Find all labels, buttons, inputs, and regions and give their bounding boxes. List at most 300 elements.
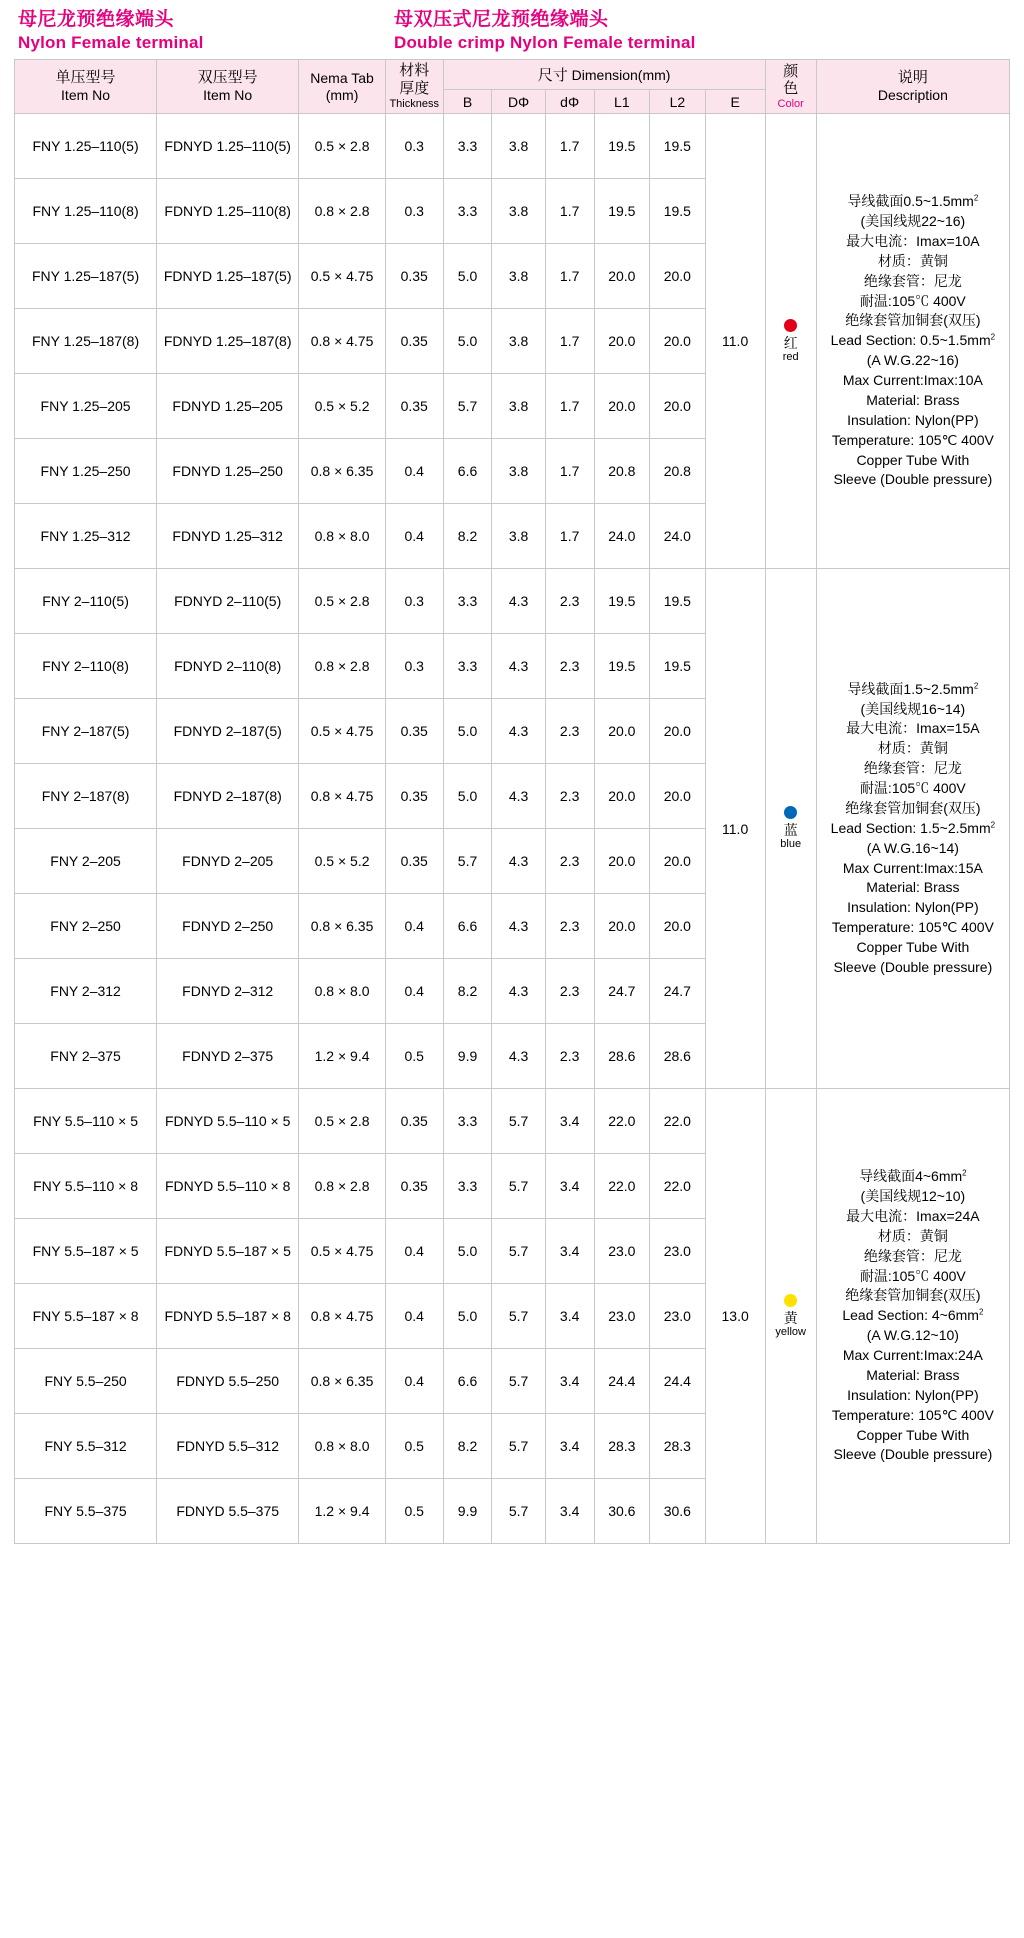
cell-dim-b: 9.9 <box>443 1479 492 1544</box>
description-line: Material: Brass <box>866 879 960 896</box>
cell-dim-dphi: 3.8 <box>492 504 545 569</box>
title-right-cn: 母双压式尼龙预绝缘端头 <box>394 9 609 30</box>
description-line: Sleeve (Double pressure) <box>833 958 993 975</box>
description-line: Sleeve (Double pressure) <box>833 1446 993 1463</box>
header-row-1 <box>15 60 1010 90</box>
description-line: Temperature: 105℃ 400V <box>831 1406 994 1423</box>
col-header-description-en: Description <box>877 87 948 104</box>
cell-dim-b: 3.3 <box>443 1089 492 1154</box>
cell-dim-l1: 28.3 <box>594 1414 650 1479</box>
col-header-dimension <box>443 60 765 90</box>
cell-nema-tab: 1.2 × 9.4 <box>299 1024 386 1089</box>
cell-item-no-double: FDNYD 1.25–187(5) <box>157 244 299 309</box>
description-line: 材质：黄铜 <box>877 740 948 757</box>
page-titles <box>14 8 1010 53</box>
cell-item-no: FNY 1.25–187(5) <box>15 244 157 309</box>
cell-thickness: 0.4 <box>385 1284 443 1349</box>
col-header-description <box>816 60 1009 114</box>
cell-nema-tab: 0.5 × 2.8 <box>299 1089 386 1154</box>
cell-dim-dphi-small: 2.3 <box>545 764 594 829</box>
color-label-cn: 黄 <box>783 1309 798 1326</box>
cell-dim-e: 11.0 <box>705 114 765 569</box>
description-line: Sleeve (Double pressure) <box>833 471 993 488</box>
description-line: 绝缘套管：尼龙 <box>863 272 962 289</box>
cell-dim-l2: 28.3 <box>650 1414 706 1479</box>
cell-item-no: FNY 2–312 <box>15 959 157 1024</box>
cell-dim-l2: 28.6 <box>650 1024 706 1089</box>
cell-item-no: FNY 2–187(5) <box>15 699 157 764</box>
cell-dim-l1: 20.0 <box>594 699 650 764</box>
cell-dim-dphi-small: 1.7 <box>545 374 594 439</box>
cell-dim-b: 5.0 <box>443 1219 492 1284</box>
cell-thickness: 0.35 <box>385 829 443 894</box>
cell-nema-tab: 0.5 × 2.8 <box>299 114 386 179</box>
description-line: Lead Section: $1.5\sim 2.5mm^2$ <box>830 819 996 836</box>
description-line: (A W.G.22~16) <box>866 352 959 369</box>
cell-dim-b: 3.3 <box>443 1154 492 1219</box>
cell-nema-tab: 0.8 × 4.75 <box>299 309 386 374</box>
description-line: Max Current:Imax:15A <box>842 859 983 876</box>
cell-dim-dphi: 3.8 <box>492 439 545 504</box>
cell-item-no-double: FDNYD 1.25–312 <box>157 504 299 569</box>
cell-thickness: 0.35 <box>385 1154 443 1219</box>
cell-nema-tab: 0.8 × 6.35 <box>299 439 386 504</box>
col-header-color <box>765 60 816 114</box>
cell-dim-l1: 23.0 <box>594 1219 650 1284</box>
cell-item-no-double: FDNYD 2–110(5) <box>157 569 299 634</box>
cell-dim-l2: 20.0 <box>650 244 706 309</box>
cell-dim-l2: 20.8 <box>650 439 706 504</box>
col-header-item-no-cn: 单压型号 <box>55 69 116 87</box>
cell-dim-dphi-small: 3.4 <box>545 1154 594 1219</box>
cell-dim-dphi: 5.7 <box>492 1284 545 1349</box>
cell-item-no-double: FDNYD 5.5–375 <box>157 1479 299 1544</box>
cell-nema-tab: 0.8 × 6.35 <box>299 894 386 959</box>
cell-dim-l2: 24.7 <box>650 959 706 1024</box>
cell-dim-dphi: 5.7 <box>492 1349 545 1414</box>
cell-dim-dphi-small: 3.4 <box>545 1089 594 1154</box>
cell-dim-dphi: 4.3 <box>492 764 545 829</box>
cell-item-no-double: FDNYD 5.5–187 × 8 <box>157 1284 299 1349</box>
cell-dim-b: 3.3 <box>443 634 492 699</box>
cell-nema-tab: 0.8 × 8.0 <box>299 959 386 1024</box>
description-line: 绝缘套管：尼龙 <box>863 760 962 777</box>
cell-dim-b: 6.6 <box>443 439 492 504</box>
cell-item-no: FNY 2–187(8) <box>15 764 157 829</box>
cell-thickness: 0.35 <box>385 309 443 374</box>
cell-item-no-double: FDNYD 2–312 <box>157 959 299 1024</box>
cell-dim-l2: 22.0 <box>650 1089 706 1154</box>
cell-dim-b: 6.6 <box>443 894 492 959</box>
description-line: Temperature: 105℃ 400V <box>831 919 994 936</box>
cell-thickness: 0.5 <box>385 1479 443 1544</box>
cell-dim-dphi-small: 3.4 <box>545 1349 594 1414</box>
col-header-color-en: Color <box>777 97 804 110</box>
cell-item-no: FNY 1.25–110(5) <box>15 114 157 179</box>
cell-dim-l1: 19.5 <box>594 114 650 179</box>
cell-dim-l1: 20.0 <box>594 374 650 439</box>
cell-dim-l2: 22.0 <box>650 1154 706 1219</box>
cell-dim-l1: 19.5 <box>594 634 650 699</box>
cell-dim-dphi-small: 3.4 <box>545 1479 594 1544</box>
cell-item-no: FNY 2–375 <box>15 1024 157 1089</box>
cell-dim-dphi-small: 1.7 <box>545 309 594 374</box>
cell-item-no-double: FDNYD 5.5–250 <box>157 1349 299 1414</box>
cell-dim-dphi: 5.7 <box>492 1154 545 1219</box>
cell-item-no-double: FDNYD 2–187(5) <box>157 699 299 764</box>
cell-dim-b: 3.3 <box>443 179 492 244</box>
description-line: Copper Tube With <box>856 1426 970 1443</box>
cell-dim-l2: 23.0 <box>650 1284 706 1349</box>
cell-dim-dphi: 4.3 <box>492 699 545 764</box>
description-line: 绝缘套管加铜套(双压) <box>845 799 981 816</box>
cell-dim-dphi: 3.8 <box>492 244 545 309</box>
cell-dim-b: 8.2 <box>443 959 492 1024</box>
cell-item-no: FNY 5.5–187 × 5 <box>15 1219 157 1284</box>
cell-item-no-double: FDNYD 1.25–250 <box>157 439 299 504</box>
cell-dim-b: 5.0 <box>443 1284 492 1349</box>
col-header-dphi: DΦ <box>492 89 545 113</box>
cell-dim-l2: 19.5 <box>650 114 706 179</box>
cell-dim-l2: 20.0 <box>650 699 706 764</box>
cell-dim-dphi: 4.3 <box>492 829 545 894</box>
cell-dim-dphi: 5.7 <box>492 1414 545 1479</box>
title-right-en: Double crimp Nylon Female terminal <box>394 32 696 52</box>
cell-dim-l1: 28.6 <box>594 1024 650 1089</box>
description-line: Temperature: 105℃ 400V <box>831 431 994 448</box>
title-right <box>354 8 696 53</box>
cell-dim-dphi-small: 2.3 <box>545 894 594 959</box>
cell-item-no-double: FDNYD 5.5–110 × 5 <box>157 1089 299 1154</box>
cell-description <box>816 1089 1009 1544</box>
cell-dim-dphi-small: 2.3 <box>545 634 594 699</box>
col-header-thickness-cn1: 材料 <box>399 62 430 79</box>
col-header-thickness <box>385 60 443 114</box>
cell-nema-tab: 0.8 × 2.8 <box>299 179 386 244</box>
cell-dim-l2: 19.5 <box>650 569 706 634</box>
color-label-en: red <box>782 350 799 363</box>
cell-item-no: FNY 1.25–312 <box>15 504 157 569</box>
cell-dim-dphi: 4.3 <box>492 569 545 634</box>
cell-color <box>765 114 816 569</box>
cell-thickness: 0.4 <box>385 1349 443 1414</box>
col-header-l2: L2 <box>650 89 706 113</box>
col-header-dphi-small: dΦ <box>545 89 594 113</box>
description-line: Material: Brass <box>866 1366 960 1383</box>
cell-dim-dphi: 3.8 <box>492 309 545 374</box>
cell-item-no: FNY 2–250 <box>15 894 157 959</box>
description-line: Copper Tube With <box>856 939 970 955</box>
cell-dim-dphi: 4.3 <box>492 959 545 1024</box>
cell-dim-l2: 20.0 <box>650 309 706 374</box>
table-row <box>15 1089 1010 1154</box>
cell-dim-b: 3.3 <box>443 114 492 179</box>
cell-dim-b: 5.0 <box>443 699 492 764</box>
description-line: 导线截面$0.5\sim 1.5mm^2$ <box>847 193 979 210</box>
col-header-thickness-cn2: 厚度 <box>399 80 430 97</box>
description-line: Material: Brass <box>866 391 960 408</box>
cell-nema-tab: 0.5 × 4.75 <box>299 244 386 309</box>
cell-dim-e: 13.0 <box>705 1089 765 1544</box>
cell-item-no-double: FDNYD 2–205 <box>157 829 299 894</box>
cell-item-no-double: FDNYD 1.25–187(8) <box>157 309 299 374</box>
cell-thickness: 0.4 <box>385 439 443 504</box>
table-row <box>15 114 1010 179</box>
cell-item-no: FNY 5.5–375 <box>15 1479 157 1544</box>
cell-dim-dphi: 3.8 <box>492 114 545 179</box>
cell-dim-l2: 20.0 <box>650 894 706 959</box>
cell-dim-dphi: 5.7 <box>492 1089 545 1154</box>
description-line: Max Current:Imax:10A <box>842 372 983 388</box>
cell-thickness: 0.3 <box>385 634 443 699</box>
description-line: 绝缘套管：尼龙 <box>863 1247 962 1264</box>
cell-thickness: 0.35 <box>385 244 443 309</box>
cell-thickness: 0.5 <box>385 1024 443 1089</box>
cell-item-no: FNY 1.25–205 <box>15 374 157 439</box>
cell-dim-dphi-small: 3.4 <box>545 1414 594 1479</box>
cell-nema-tab: 0.5 × 2.8 <box>299 569 386 634</box>
description-line: Copper Tube With <box>856 451 970 468</box>
description-line: 材质：黄铜 <box>877 252 948 269</box>
cell-item-no-double: FDNYD 2–250 <box>157 894 299 959</box>
table-head <box>15 60 1010 114</box>
cell-thickness: 0.35 <box>385 699 443 764</box>
cell-dim-l1: 20.8 <box>594 439 650 504</box>
cell-dim-l1: 19.5 <box>594 569 650 634</box>
cell-thickness: 0.35 <box>385 374 443 439</box>
cell-nema-tab: 0.5 × 5.2 <box>299 374 386 439</box>
cell-nema-tab: 0.8 × 8.0 <box>299 1414 386 1479</box>
cell-color <box>765 1089 816 1544</box>
cell-dim-b: 6.6 <box>443 1349 492 1414</box>
col-header-dimension-cn: 尺寸 <box>537 66 568 84</box>
cell-item-no: FNY 2–110(5) <box>15 569 157 634</box>
cell-dim-dphi-small: 1.7 <box>545 179 594 244</box>
col-header-e: E <box>705 89 765 113</box>
cell-thickness: 0.4 <box>385 1219 443 1284</box>
col-header-item-no2-en: Item No <box>203 87 253 104</box>
cell-dim-dphi: 4.3 <box>492 894 545 959</box>
description-line: Lead Section: $4\sim 6mm^2$ <box>842 1307 984 1324</box>
cell-dim-l2: 19.5 <box>650 179 706 244</box>
cell-dim-l2: 19.5 <box>650 634 706 699</box>
col-header-nema-tab-label: Nema Tab <box>310 69 374 86</box>
cell-item-no: FNY 5.5–312 <box>15 1414 157 1479</box>
cell-dim-b: 5.7 <box>443 829 492 894</box>
description-line: (A W.G.16~14) <box>866 839 959 856</box>
cell-dim-l2: 30.6 <box>650 1479 706 1544</box>
cell-dim-l1: 23.0 <box>594 1284 650 1349</box>
cell-item-no-double: FDNYD 2–110(8) <box>157 634 299 699</box>
cell-item-no-double: FDNYD 1.25–110(5) <box>157 114 299 179</box>
cell-dim-dphi: 3.8 <box>492 374 545 439</box>
cell-thickness: 0.4 <box>385 504 443 569</box>
description-line: Insulation: Nylon(PP) <box>847 1386 979 1403</box>
cell-dim-l1: 22.0 <box>594 1089 650 1154</box>
cell-item-no-double: FDNYD 1.25–205 <box>157 374 299 439</box>
cell-dim-dphi-small: 2.3 <box>545 699 594 764</box>
cell-dim-dphi: 4.3 <box>492 1024 545 1089</box>
color-label-en: yellow <box>775 1325 806 1338</box>
title-left-cn: 母尼龙预绝缘端头 <box>18 9 175 30</box>
col-header-description-cn: 说明 <box>897 69 928 87</box>
cell-nema-tab: 0.8 × 6.35 <box>299 1349 386 1414</box>
specification-table <box>14 59 1010 1544</box>
description-line: (美国线规16~14) <box>860 700 966 717</box>
cell-dim-dphi-small: 1.7 <box>545 114 594 179</box>
cell-item-no: FNY 1.25–187(8) <box>15 309 157 374</box>
description-line: (A W.G.12~10) <box>866 1327 959 1344</box>
col-header-thickness-en: Thickness <box>389 98 439 110</box>
description-line: 耐温:105℃ 400V <box>859 1267 966 1284</box>
cell-thickness: 0.4 <box>385 894 443 959</box>
cell-color <box>765 569 816 1089</box>
cell-nema-tab: 0.8 × 8.0 <box>299 504 386 569</box>
col-header-nema-tab <box>299 60 386 114</box>
color-swatch-icon <box>784 1294 797 1307</box>
cell-dim-b: 8.2 <box>443 504 492 569</box>
cell-dim-dphi-small: 2.3 <box>545 829 594 894</box>
color-label-cn: 红 <box>783 334 798 351</box>
cell-thickness: 0.35 <box>385 1089 443 1154</box>
cell-dim-l1: 24.7 <box>594 959 650 1024</box>
cell-dim-dphi-small: 2.3 <box>545 959 594 1024</box>
cell-item-no-double: FDNYD 5.5–312 <box>157 1414 299 1479</box>
cell-dim-b: 5.0 <box>443 764 492 829</box>
description-line: Lead Section: $0.5\sim 1.5mm^2$ <box>830 332 996 349</box>
cell-nema-tab: 0.5 × 4.75 <box>299 1219 386 1284</box>
cell-item-no-double: FDNYD 2–375 <box>157 1024 299 1089</box>
col-header-item-no2-cn: 双压型号 <box>197 69 258 87</box>
cell-nema-tab: 0.8 × 2.8 <box>299 1154 386 1219</box>
cell-item-no-double: FDNYD 2–187(8) <box>157 764 299 829</box>
cell-thickness: 0.35 <box>385 764 443 829</box>
cell-dim-dphi-small: 3.4 <box>545 1219 594 1284</box>
description-line: Max Current:Imax:24A <box>842 1347 983 1363</box>
description-line: Insulation: Nylon(PP) <box>847 411 979 428</box>
color-label-en: blue <box>780 838 802 851</box>
cell-dim-e: 11.0 <box>705 569 765 1089</box>
description-line: 最大电流：Imax=24A <box>846 1207 980 1224</box>
cell-dim-l2: 24.0 <box>650 504 706 569</box>
description-line: 导线截面$1.5\sim 2.5mm^2$ <box>847 680 979 697</box>
col-header-item-no-en: Item No <box>61 87 111 104</box>
cell-dim-dphi: 4.3 <box>492 634 545 699</box>
cell-dim-dphi-small: 1.7 <box>545 504 594 569</box>
cell-dim-l1: 24.0 <box>594 504 650 569</box>
cell-dim-dphi-small: 2.3 <box>545 569 594 634</box>
cell-dim-l1: 20.0 <box>594 764 650 829</box>
cell-item-no: FNY 1.25–110(8) <box>15 179 157 244</box>
col-header-color-cn1: 颜 <box>783 63 799 81</box>
title-left <box>14 8 354 53</box>
col-header-l1: L1 <box>594 89 650 113</box>
cell-item-no-double: FDNYD 5.5–187 × 5 <box>157 1219 299 1284</box>
description-line: 最大电流：Imax=15A <box>846 720 980 737</box>
col-header-nema-tab-unit: (mm) <box>325 86 359 103</box>
cell-nema-tab: 0.8 × 4.75 <box>299 1284 386 1349</box>
cell-nema-tab: 0.5 × 4.75 <box>299 699 386 764</box>
cell-dim-l2: 20.0 <box>650 764 706 829</box>
color-swatch-icon <box>784 806 797 819</box>
cell-item-no: FNY 5.5–110 × 5 <box>15 1089 157 1154</box>
description-line: 绝缘套管加铜套(双压) <box>845 1287 981 1304</box>
description-line: Insulation: Nylon(PP) <box>847 899 979 916</box>
cell-dim-l2: 20.0 <box>650 829 706 894</box>
cell-dim-b: 9.9 <box>443 1024 492 1089</box>
cell-dim-dphi: 3.8 <box>492 179 545 244</box>
cell-dim-l1: 30.6 <box>594 1479 650 1544</box>
title-left-en: Nylon Female terminal <box>18 32 204 52</box>
description-line: (美国线规22~16) <box>860 213 966 229</box>
cell-dim-dphi: 5.7 <box>492 1479 545 1544</box>
cell-item-no: FNY 5.5–250 <box>15 1349 157 1414</box>
cell-dim-l1: 20.0 <box>594 894 650 959</box>
col-header-color-cn2: 色 <box>783 80 799 98</box>
cell-thickness: 0.5 <box>385 1414 443 1479</box>
description-line: 耐温:105℃ 400V <box>859 292 966 309</box>
cell-item-no-double: FDNYD 1.25–110(8) <box>157 179 299 244</box>
cell-dim-b: 5.7 <box>443 374 492 439</box>
cell-dim-b: 5.0 <box>443 244 492 309</box>
cell-item-no: FNY 5.5–187 × 8 <box>15 1284 157 1349</box>
cell-item-no: FNY 2–110(8) <box>15 634 157 699</box>
cell-dim-l1: 24.4 <box>594 1349 650 1414</box>
description-line: 材质：黄铜 <box>877 1227 948 1244</box>
description-line: 导线截面$4\sim 6mm^2$ <box>859 1168 967 1185</box>
cell-description <box>816 569 1009 1089</box>
color-label-cn: 蓝 <box>783 822 798 839</box>
cell-thickness: 0.3 <box>385 569 443 634</box>
cell-dim-b: 3.3 <box>443 569 492 634</box>
color-swatch-icon <box>784 319 797 332</box>
cell-thickness: 0.3 <box>385 179 443 244</box>
cell-dim-l1: 19.5 <box>594 179 650 244</box>
cell-dim-l1: 20.0 <box>594 244 650 309</box>
col-header-b: B <box>443 89 492 113</box>
description-line: 最大电流：Imax=10A <box>846 232 980 249</box>
cell-dim-dphi-small: 3.4 <box>545 1284 594 1349</box>
cell-dim-l1: 20.0 <box>594 829 650 894</box>
table-row <box>15 569 1010 634</box>
cell-nema-tab: 0.5 × 5.2 <box>299 829 386 894</box>
cell-item-no-double: FDNYD 5.5–110 × 8 <box>157 1154 299 1219</box>
cell-thickness: 0.4 <box>385 959 443 1024</box>
cell-dim-dphi-small: 1.7 <box>545 244 594 309</box>
cell-nema-tab: 0.8 × 4.75 <box>299 764 386 829</box>
cell-thickness: 0.3 <box>385 114 443 179</box>
cell-dim-dphi-small: 2.3 <box>545 1024 594 1089</box>
cell-dim-dphi: 5.7 <box>492 1219 545 1284</box>
cell-nema-tab: 0.8 × 2.8 <box>299 634 386 699</box>
description-line: (美国线规12~10) <box>860 1188 966 1204</box>
cell-dim-l1: 20.0 <box>594 309 650 374</box>
cell-dim-l2: 20.0 <box>650 374 706 439</box>
cell-dim-b: 5.0 <box>443 309 492 374</box>
description-line: 绝缘套管加铜套(双压) <box>845 312 981 329</box>
cell-dim-l2: 23.0 <box>650 1219 706 1284</box>
cell-dim-l2: 24.4 <box>650 1349 706 1414</box>
cell-dim-dphi-small: 1.7 <box>545 439 594 504</box>
col-header-dimension-en: Dimension(mm) <box>571 66 671 83</box>
col-header-item-no2 <box>157 60 299 114</box>
description-line: 耐温:105℃ 400V <box>859 780 966 796</box>
cell-nema-tab: 1.2 × 9.4 <box>299 1479 386 1544</box>
cell-item-no: FNY 5.5–110 × 8 <box>15 1154 157 1219</box>
cell-description <box>816 114 1009 569</box>
cell-dim-l1: 22.0 <box>594 1154 650 1219</box>
col-header-item-no <box>15 60 157 114</box>
